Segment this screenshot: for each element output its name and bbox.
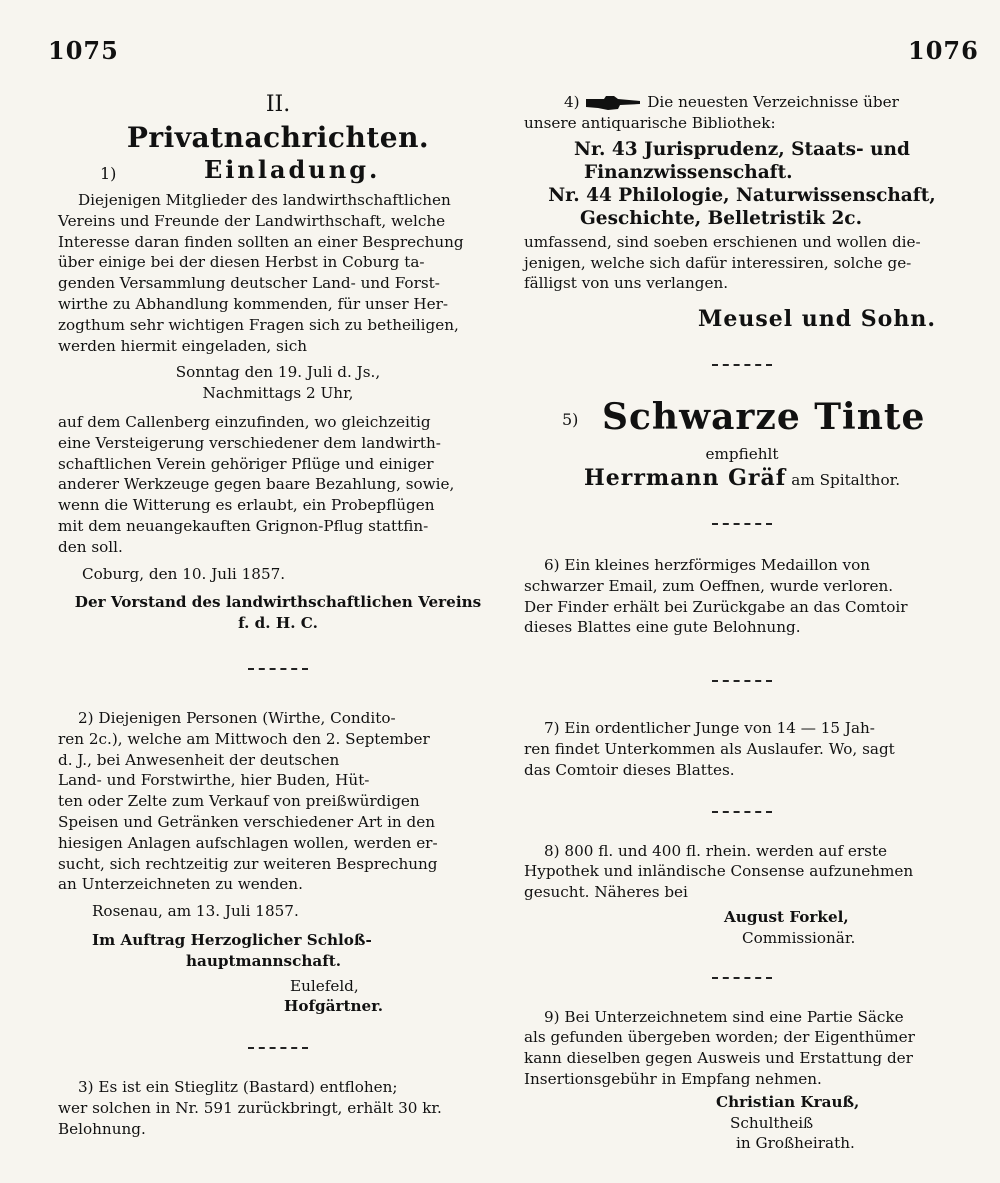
text-line: Land- und Forstwirthe, hier Buden, Hüt-	[58, 771, 370, 790]
ad-1-signature-2: f. d. H. C.	[238, 614, 318, 633]
ad-9-signature-2: Schultheiß	[730, 1113, 814, 1132]
text-line: d. J., bei Anwesenheit der deutschen	[58, 750, 340, 769]
text-line: Interesse daran finden sollten an einer Besprechung	[58, 232, 464, 251]
ad-1-place-date: Coburg, den 10. Juli 1857.	[82, 564, 286, 583]
ad-1-date-line-2: Nachmittags 2 Uhr,	[202, 384, 354, 403]
ad-8-mortgage	[524, 841, 960, 949]
separator-rule	[712, 523, 772, 525]
ad-4-intro-1: Die neuesten Verzeichnisse über	[647, 93, 899, 111]
separator-rule	[712, 364, 772, 366]
text-line: 3) Es ist ein Stieglitz (Bastard) entflohen;	[78, 1078, 398, 1097]
text-line: fälligst von uns verlangen.	[524, 274, 729, 293]
text-line: ren findet Unterkommen als Auslaufer. Wo, sagt	[524, 739, 895, 758]
text-line: an Unterzeichneten zu wenden.	[58, 875, 303, 894]
text-line: Belohnung.	[58, 1119, 146, 1138]
ad-4-intro-2: unsere antiquarische Bibliothek:	[524, 114, 776, 132]
ad-2-signature-1: Im Auftrag Herzoglicher Schloß-	[92, 930, 372, 949]
ad-4-catalogue-2b: Geschichte, Belletristik 2c.	[580, 207, 863, 229]
text-line: wirthe zu Abhandlung kommenden, für unser Her-	[58, 294, 449, 313]
ad-1-para-1	[58, 190, 498, 356]
text-line: 9) Bei Unterzeichnetem sind eine Partie Säcke	[544, 1007, 904, 1026]
ad-4-catalogues	[524, 92, 960, 332]
ad-1-para-2	[58, 412, 498, 558]
ad-4-catalogue-2a: Nr. 44 Philologie, Naturwissenschaft,	[548, 184, 936, 206]
text-line: werden hiermit eingeladen, sich	[58, 336, 307, 355]
ad-4-catalogue-1b: Finanzwissenschaft.	[584, 161, 793, 183]
ad-2-place-date: Rosenau, am 13. Juli 1857.	[92, 902, 299, 921]
ad-6-medallion	[524, 555, 960, 638]
ad-9-body	[524, 1007, 960, 1090]
text-line: 7) Ein ordentlicher Junge von 14 — 15 Jah-	[544, 719, 875, 738]
ad-5-name: Herrmann Gräf	[583, 464, 787, 491]
text-line: auf dem Callenberg einzufinden, wo gleichzeitig	[58, 412, 431, 431]
ad-2-signature-2: hauptmannschaft.	[186, 951, 342, 970]
text-line: ten oder Zelte zum Verkauf von preißwürdigen	[58, 792, 420, 811]
ad-3-bird	[58, 1077, 498, 1139]
text-line: sucht, sich rechtzeitig zur weiteren Besprechung	[58, 854, 438, 873]
ad-1-signature-1: Der Vorstand des landwirthschaftlichen Vereins	[74, 593, 482, 612]
text-line: dieses Blattes eine gute Belohnung.	[524, 618, 801, 637]
text-line: wenn die Witterung es erlaubt, ein Probepflügen	[58, 496, 435, 515]
text-line: Der Finder erhält bei Zurückgabe an das Comtoir	[524, 597, 908, 616]
page-number-right: 1076	[908, 36, 979, 65]
ad-1-date-line-1: Sonntag den 19. Juli d. Js.,	[175, 363, 381, 382]
ad-9-signature-1: Christian Krauß,	[716, 1092, 860, 1111]
text-line: ren 2c.), welche am Mittwoch den 2. September	[58, 729, 430, 748]
ad-4-number: 4)	[564, 93, 580, 111]
section-title: Privatnachrichten.	[126, 121, 430, 154]
text-line: Hypothek und inländische Consense aufzunehmen	[524, 862, 914, 881]
text-line: als gefunden übergeben worden; der Eigenthümer	[524, 1028, 915, 1047]
text-line: schaftlichen Verein gehöriger Pflüge und einiger	[58, 454, 434, 473]
text-line: das Comtoir dieses Blattes.	[524, 760, 735, 779]
page-number-left: 1075	[48, 36, 119, 65]
ad-7-apprentice	[524, 718, 960, 780]
text-line: 8) 800 fl. und 400 fl. rhein. werden auf erste	[544, 841, 888, 860]
text-line: genden Versammlung deutscher Land- und Forst-	[58, 274, 440, 293]
separator-rule	[712, 680, 772, 682]
ad-5-number: 5)	[562, 410, 579, 430]
right-column	[524, 92, 960, 1154]
ad-2-vendors	[58, 708, 498, 1017]
separator-rule	[248, 1047, 308, 1049]
ad-5-line-1: empfiehlt	[705, 445, 779, 464]
text-line: über einige bei der diesen Herbst in Coburg ta-	[58, 253, 425, 272]
text-line: hiesigen Anlagen aufschlagen wollen, werden er-	[58, 833, 438, 852]
ad-8-body	[524, 841, 960, 903]
ad-9-sacks	[524, 1007, 960, 1155]
text-line: schwarzer Email, zum Oeffnen, wurde verloren.	[524, 576, 894, 595]
ad-2-body	[58, 708, 498, 895]
ad-8-signature-1: August Forkel,	[724, 907, 849, 926]
text-line: mit dem neuangekauften Grignon-Pflug stattfin-	[58, 516, 429, 535]
separator-rule	[712, 977, 772, 979]
text-line: kann dieselben gegen Ausweis und Erstattung der	[524, 1049, 913, 1068]
ad-4-catalogue-1a: Nr. 43 Jurisprudenz, Staats- und	[574, 138, 910, 160]
ad-8-signature-2: Commissionär.	[742, 928, 856, 947]
text-line: gesucht. Näheres bei	[524, 883, 688, 902]
separator-rule	[248, 668, 308, 670]
pointing-hand-icon	[584, 93, 642, 113]
separator-rule	[712, 811, 772, 813]
ad-1-title: Einladung.	[204, 155, 381, 184]
text-line: 6) Ein kleines herzförmiges Medaillon von	[544, 555, 871, 574]
text-line: anderer Werkzeuge gegen baare Bezahlung, sowie,	[58, 475, 455, 494]
text-line: Vereins und Freunde der Landwirthschaft, welche	[58, 211, 446, 230]
ad-1-number: 1)	[100, 164, 117, 183]
ad-5-ink	[524, 396, 960, 491]
ad-4-body	[524, 232, 960, 294]
text-line: den soll.	[58, 537, 123, 556]
ad-5-title-row	[524, 396, 960, 442]
ad-2-signature-4: Hofgärtner.	[284, 997, 384, 1016]
ad-9-signature-3: in Großheirath.	[736, 1134, 855, 1153]
text-line: zogthum sehr wichtigen Fragen sich zu betheiligen,	[58, 315, 459, 334]
text-line: Diejenigen Mitglieder des landwirthschaftlichen	[78, 191, 451, 209]
left-column	[58, 84, 498, 1139]
text-line: jenigen, welche sich dafür interessiren, solche ge-	[524, 253, 912, 272]
ad-5-title: Schwarze Tinte	[602, 396, 926, 439]
text-line: Speisen und Getränken verschiedener Art in den	[58, 812, 436, 831]
ad-1-invitation	[58, 155, 498, 634]
ad-5-place: am Spitalthor.	[791, 470, 901, 489]
section-number: II.	[265, 92, 291, 117]
ad-4-intro	[524, 92, 960, 113]
text-line: wer solchen in Nr. 591 zurückbringt, erhält 30 kr.	[58, 1098, 442, 1117]
text-line: 2) Diejenigen Personen (Wirthe, Condito-	[78, 708, 396, 727]
ad-2-signature-3: Eulefeld,	[290, 976, 359, 995]
text-line: eine Versteigerung verschiedener dem landwirth-	[58, 433, 441, 452]
text-line: umfassend, sind soeben erschienen und wollen die-	[524, 232, 921, 251]
ad-4-signature: Meusel und Sohn.	[698, 306, 936, 333]
text-line: Insertionsgebühr in Empfang nehmen.	[524, 1069, 822, 1088]
